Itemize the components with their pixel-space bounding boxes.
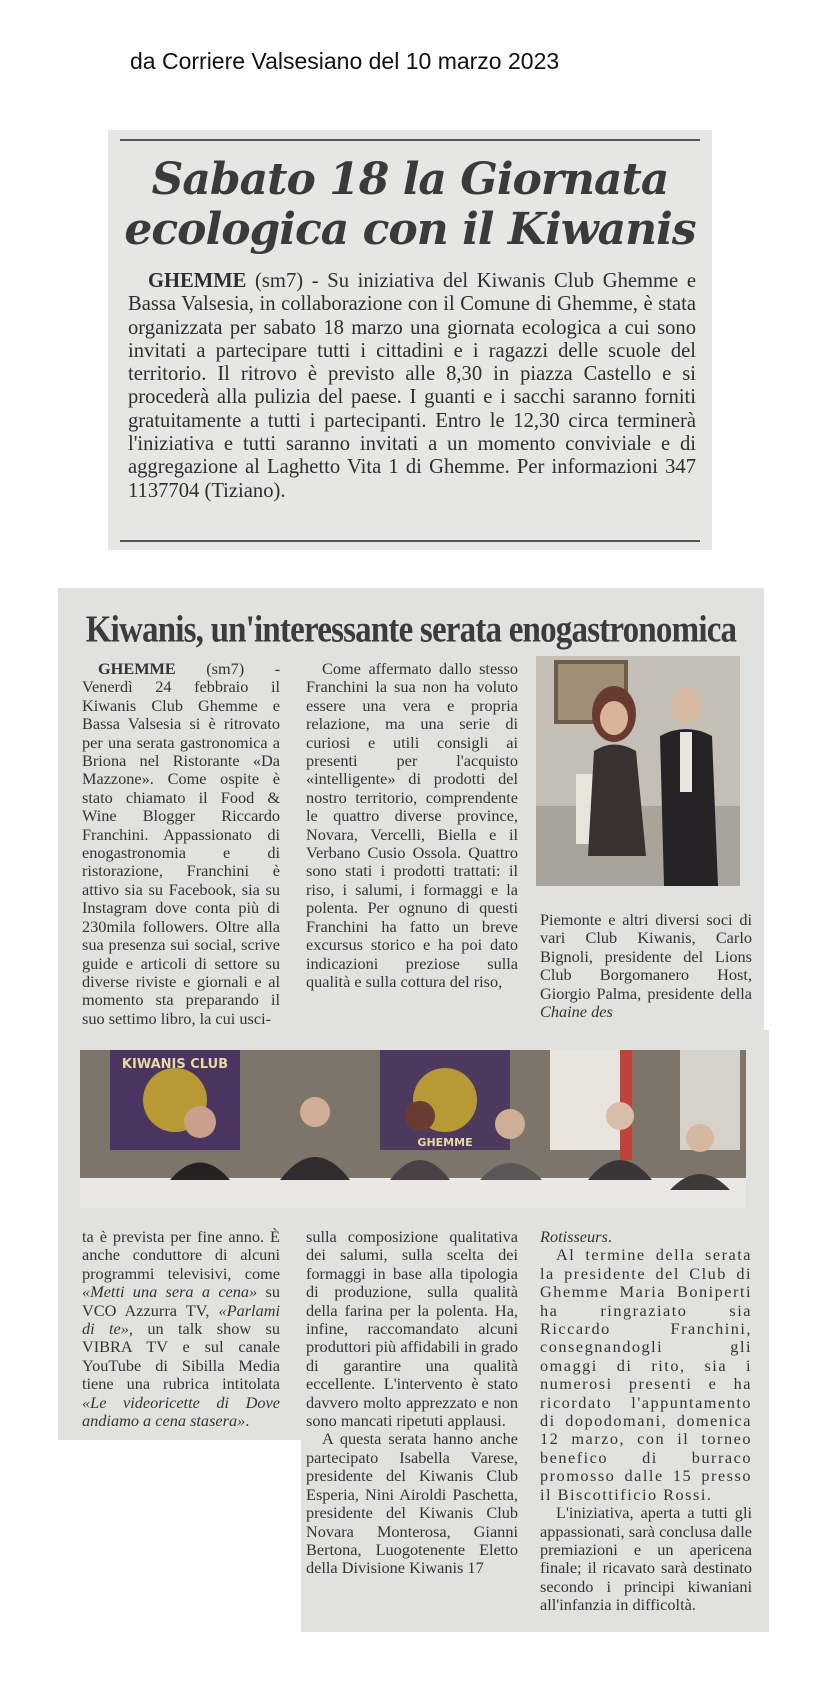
article2-col6-tail: . [607, 1227, 612, 1246]
banner-left-text: KIWANIS CLUB [121, 1057, 229, 1072]
clipping-caption: da Corriere Valsesiano del 10 marzo 2023 [130, 48, 560, 74]
article1-body [128, 270, 696, 503]
top-rule [120, 139, 700, 141]
article2-column-5 [306, 1228, 518, 1578]
article1-dateline: GHEMME [148, 270, 247, 292]
article2-column-3 [540, 911, 752, 1021]
article2-column-1 [82, 660, 280, 1028]
article2-headline: Kiwanis, un'interessante serata enogastronomica [85, 609, 737, 651]
article2-col4-text-d: . [245, 1411, 250, 1431]
article2-col1-text: - Venerdì 24 febbraio il Kiwanis Club Ghemme e Bassa Valsesia si è ritrovato per una serata gastronomica a Briona nel Ristorante «Da Mazzone». Come ospite è stato chiamato il Food & Wine Blogger Riccardo Franchini. Appassionato di enogastronomia e di ristorazione, Franchini è attivo sia su Facebook, sia su Instagram dove conta più di 230mila followers. Oltre alla sua presenza sui social, scrive guide e articoli di settore su diverse riviste e giornali e al momento sta preparando il suo settimo libro, la cui usci- [82, 659, 280, 1028]
article2-dateline: GHEMME [98, 659, 176, 678]
article2-col6-paragraph-3: L'iniziativa, aperta a tutti gli appassionati, sarà conclusa dalle premiazioni e un apericena finale; il ricavato sarà destinato secondo i principi kiwaniani all'infanzia in difficoltà. [540, 1503, 752, 1615]
article2-column-2 [306, 660, 518, 991]
bottom-rule [120, 540, 700, 542]
article2-col3-text: Piemonte e altri diversi soci di vari Club Kiwanis, Carlo Bignoli, presidente del Lions Club Borgomanero Host, Giorgio Palma, presidente della [540, 910, 752, 1003]
article2-col2-text: Come affermato dallo stesso Franchini la sua non ha voluto essere una vera e propria relazione, ma una serie di curiosi e utili consigli ai presenti per l'acquisto «intelligente» di prodotti del nostro territorio, comprendente le quattro diverse province, Novara, Vercelli, Biella e il Verbano Cusio Ossola. Quattro sono stati i prodotti trattati: il riso, i salumi, i formaggi e la polenta. Per ognuno di questi Franchini ha fatto un breve excursus storico e ha poi dato indicazioni preziose sulla qualità e sulla cottura del riso, [306, 659, 518, 991]
show-title-metti-una-sera: «Metti una sera a cena» [82, 1282, 258, 1302]
article1-headline-line1: Sabato 18 la Giornata [151, 154, 669, 205]
article1-headline [108, 155, 712, 255]
article2-col5-paragraph-1: sulla composizione qualitativa dei salumi, sulla scelta dei formaggi in base alla tipologia di produzione, sulla qualità della farina per la polenta. Ha, infine, raccomandato alcuni produttori più affidabili in grado di garantire una qualità eccellente. L'intervento è stato davvero molto apprezzato e non sono mancati ripetuti applausi. [306, 1227, 518, 1431]
article1-byline: (sm7) [255, 270, 304, 292]
article2-byline: (sm7) [206, 659, 245, 678]
article1-headline-line2: ecologica con il Kiwanis [124, 204, 696, 255]
article2-col3-italic: Chaine des [540, 1002, 613, 1022]
article2-col5-paragraph-2: A questa serata hanno anche partecipato Isabella Varese, presidente del Kiwanis Club Esperia, Nini Airoldi Paschetta, presidente del Kiwanis Club Novara Monterosa, Gianni Bertona, Luogotenente Eletto della Divisione Kiwanis 17 [306, 1429, 518, 1578]
article2-column-6 [540, 1228, 752, 1615]
photo-dinner-table [80, 1050, 746, 1208]
show-title-videoricette: «Le videoricette di Dove andiamo a cena stasera» [82, 1392, 280, 1431]
article2-col4-text-a: ta è prevista per fine anno. È anche conduttore di alcuni programmi televisivi, come [82, 1227, 280, 1283]
article2-column-4 [82, 1228, 280, 1430]
article2-col6-italic: Rotisseurs [540, 1227, 608, 1246]
show-title-parlami-di-te: «Parlami di te» [82, 1300, 280, 1339]
banner-right-text: GHEMME [417, 1136, 473, 1149]
photo-presidents-portrait [536, 656, 740, 886]
article2-col4-text-c: , un talk show su VIBRA TV e sul canale YouTube di Sibilla Media tiene una rubrica intitolata [82, 1319, 280, 1394]
article2-col4-text-b: su VCO Azzurra TV, [82, 1282, 280, 1320]
article1-text: - Su iniziativa del Kiwanis Club Ghemme e Bassa Valsesia, in collaborazione con il Comune di Ghemme, è stata organizzata per sabato 18 marzo una giornata ecologica a cui sono invitati a partecipare tutti i cittadini e i ragazzi delle scuole del territorio. Il ritrovo è previsto alle 8,30 in piazza Castello e si procederà alla pulizia del paese. I guanti e i sacchi saranno forniti gratuitamente a tutti i partecipanti. Entro le 12,30 circa terminerà l'iniziativa e tutti saranno invitati a un momento conviviale e di aggregazione al Laghetto Vita 1 di Ghemme. Per informazioni 347 1137704 (Tiziano). [128, 270, 696, 502]
article-ecological-day [108, 130, 712, 550]
article2-col6-paragraph-2: Al termine della serata la presidente del Club di Ghemme Maria Boniperti ha ringraziato sia Riccardo Franchini, consegnandogli gli omaggi di rito, sia i numerosi presenti e ha ricordato l'appuntamento di dopodomani, domenica 12 marzo, con il torneo benefico di burraco promosso dalle 15 presso il Biscottificio Rossi. [540, 1245, 752, 1504]
